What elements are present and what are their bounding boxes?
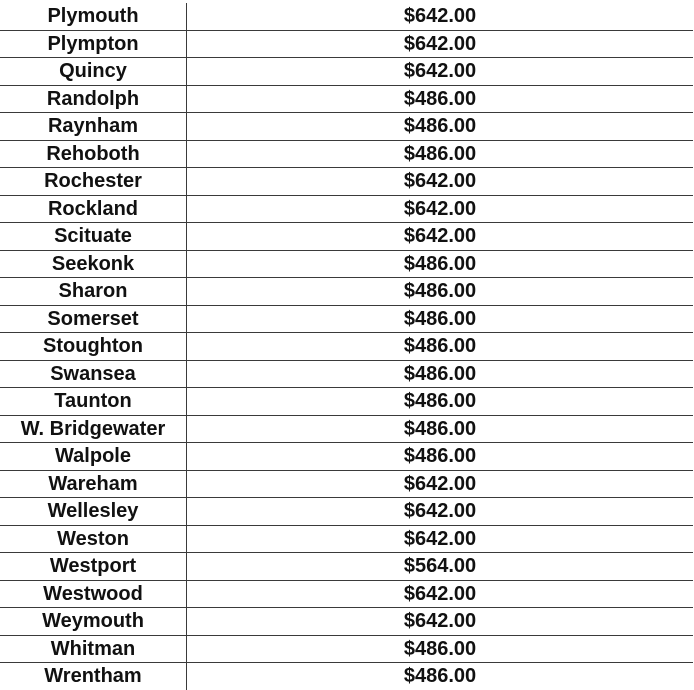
town-name-cell: Rehoboth	[0, 140, 187, 168]
rate-cell: $642.00	[187, 608, 694, 636]
rate-cell: $486.00	[187, 443, 694, 471]
town-name-cell: Wrentham	[0, 663, 187, 690]
table-row	[0, 498, 693, 526]
town-name-cell: Weston	[0, 525, 187, 553]
rate-cell: $486.00	[187, 663, 694, 690]
table-row	[0, 30, 693, 58]
town-name-cell: Walpole	[0, 443, 187, 471]
town-name-cell: Westwood	[0, 580, 187, 608]
town-name-cell: Rochester	[0, 168, 187, 196]
rate-cell: $642.00	[187, 580, 694, 608]
town-name-cell: Somerset	[0, 305, 187, 333]
table-row	[0, 113, 693, 141]
table-row	[0, 470, 693, 498]
rate-cell: $642.00	[187, 58, 694, 86]
table-row	[0, 223, 693, 251]
town-name-cell: Westport	[0, 553, 187, 581]
table-row	[0, 388, 693, 416]
rate-cell: $642.00	[187, 30, 694, 58]
rate-cell: $486.00	[187, 250, 694, 278]
rate-cell: $564.00	[187, 553, 694, 581]
rate-cell: $642.00	[187, 223, 694, 251]
town-name-cell: Wareham	[0, 470, 187, 498]
table-row	[0, 415, 693, 443]
table-row	[0, 443, 693, 471]
table-row	[0, 525, 693, 553]
town-name-cell: Randolph	[0, 85, 187, 113]
table-row	[0, 360, 693, 388]
rate-cell: $486.00	[187, 333, 694, 361]
rate-cell: $642.00	[187, 168, 694, 196]
town-name-cell: Plympton	[0, 30, 187, 58]
town-rate-table	[0, 3, 693, 690]
table-row	[0, 305, 693, 333]
table-row	[0, 553, 693, 581]
table-row	[0, 250, 693, 278]
rate-cell: $642.00	[187, 498, 694, 526]
town-name-cell: Stoughton	[0, 333, 187, 361]
town-name-cell: Swansea	[0, 360, 187, 388]
town-name-cell: Seekonk	[0, 250, 187, 278]
table-row	[0, 85, 693, 113]
rate-cell: $486.00	[187, 415, 694, 443]
town-name-cell: Scituate	[0, 223, 187, 251]
table-row	[0, 168, 693, 196]
rate-cell: $486.00	[187, 305, 694, 333]
rate-cell: $486.00	[187, 635, 694, 663]
table-body	[0, 3, 693, 690]
table-row	[0, 333, 693, 361]
table-row	[0, 58, 693, 86]
town-name-cell: Raynham	[0, 113, 187, 141]
town-name-cell: Taunton	[0, 388, 187, 416]
table-row	[0, 3, 693, 30]
rate-cell: $486.00	[187, 388, 694, 416]
town-name-cell: W. Bridgewater	[0, 415, 187, 443]
rate-cell: $486.00	[187, 85, 694, 113]
town-name-cell: Sharon	[0, 278, 187, 306]
town-name-cell: Plymouth	[0, 3, 187, 30]
table-row	[0, 580, 693, 608]
town-name-cell: Weymouth	[0, 608, 187, 636]
table-row	[0, 608, 693, 636]
table-row	[0, 635, 693, 663]
rate-cell: $642.00	[403, 5, 477, 28]
town-name-cell: Quincy	[0, 58, 187, 86]
rate-cell: $642.00	[187, 470, 694, 498]
rate-cell: $486.00	[187, 140, 694, 168]
table-row	[0, 140, 693, 168]
rate-cell: $642.00	[187, 525, 694, 553]
town-name-cell: Rockland	[0, 195, 187, 223]
rate-cell: $486.00	[187, 113, 694, 141]
rate-cell: $486.00	[187, 278, 694, 306]
rate-cell: $642.00	[187, 195, 694, 223]
table-row	[0, 663, 693, 690]
table-row	[0, 278, 693, 306]
town-name-cell: Whitman	[0, 635, 187, 663]
table-row	[0, 195, 693, 223]
rate-cell: $486.00	[187, 360, 694, 388]
town-name-cell: Wellesley	[0, 498, 187, 526]
